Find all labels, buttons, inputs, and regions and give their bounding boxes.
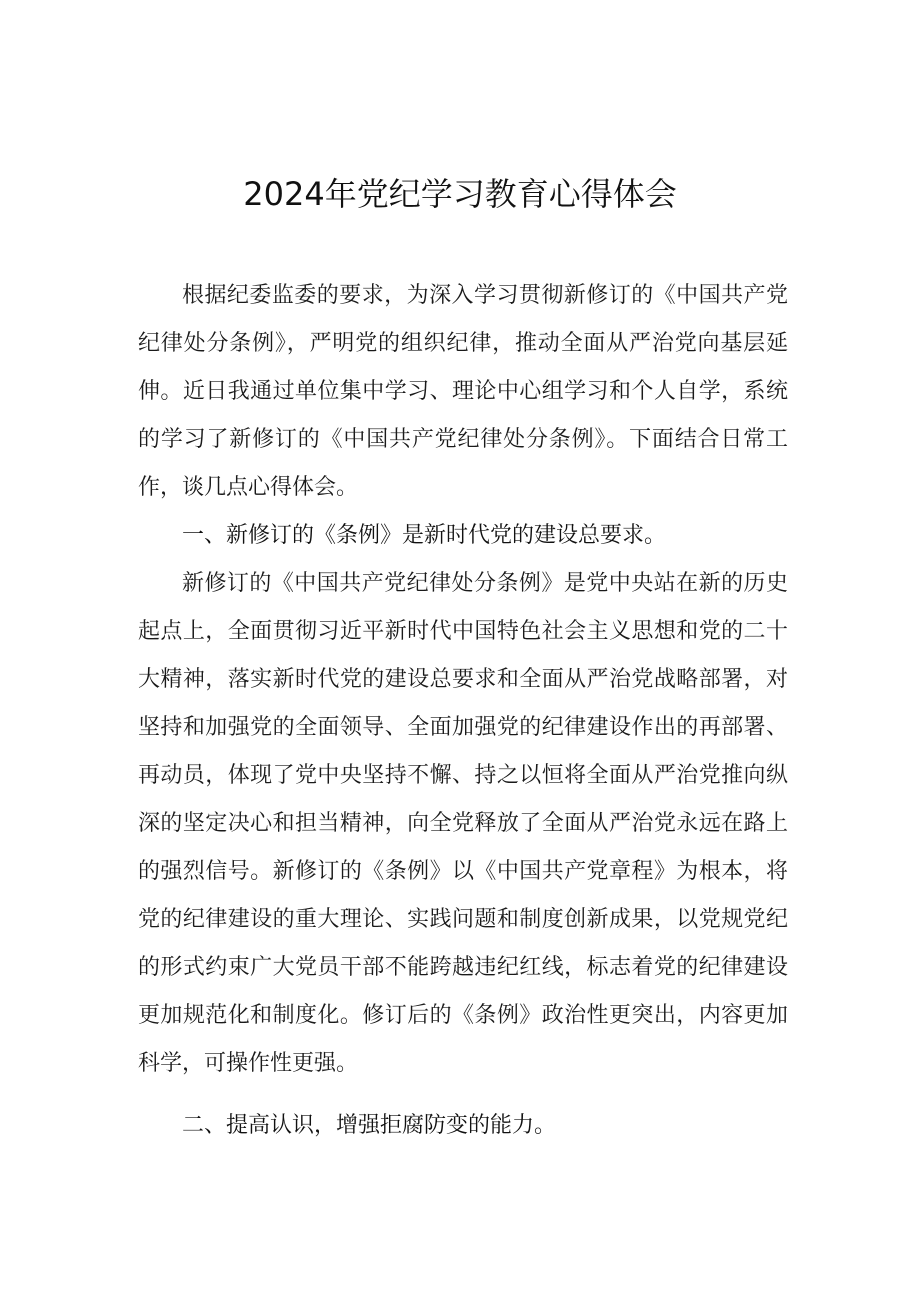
document-title: 2024年党纪学习教育心得体会 <box>243 175 677 213</box>
paragraph-section-1: 新修订的《中国共产党纪律处分条例》是党中央站在新的历史起点上，全面贯彻习近平新时代中国特色社会主义思想和党的二十大精神，落实新时代党的建设总要求和全面从严治党战略部署，对坚持和加强党的全面领导、全面加强党的纪律建设作出的再部署、再动员，体现了党中央坚持不懈、持之以恒将全面从严治党推向纵深的坚定决心和担当精神，向全党释放了全面从严治党永远在路上的强烈信号。新修订的《条例》以《中国共产党章程》为根本，将党的纪律建设的重大理论、实践问题和制度创新成果，以党规党纪的形式约束广大党员干部不能跨越违纪红线，标志着党的纪律建设更加规范化和制度化。修订后的《条例》政治性更突出，内容更加科学，可操作性更强。 <box>138 571 788 1076</box>
paragraph-intro: 根据纪委监委的要求，为深入学习贯彻新修订的《中国共产党纪律处分条例》，严明党的组织纪律，推动全面从严治党向基层延伸。近日我通过单位集中学习、理论中心组学习和个人自学，系统的学习了新修订的《中国共产党纪律处分条例》。下面结合日常工作，谈几点心得体会。 <box>138 283 788 500</box>
section-heading-2: 二、提高认识，增强拒腐防变的能力。 <box>182 1113 557 1138</box>
section-heading-1: 一、新修订的《条例》是新时代党的建设总要求。 <box>182 523 667 548</box>
